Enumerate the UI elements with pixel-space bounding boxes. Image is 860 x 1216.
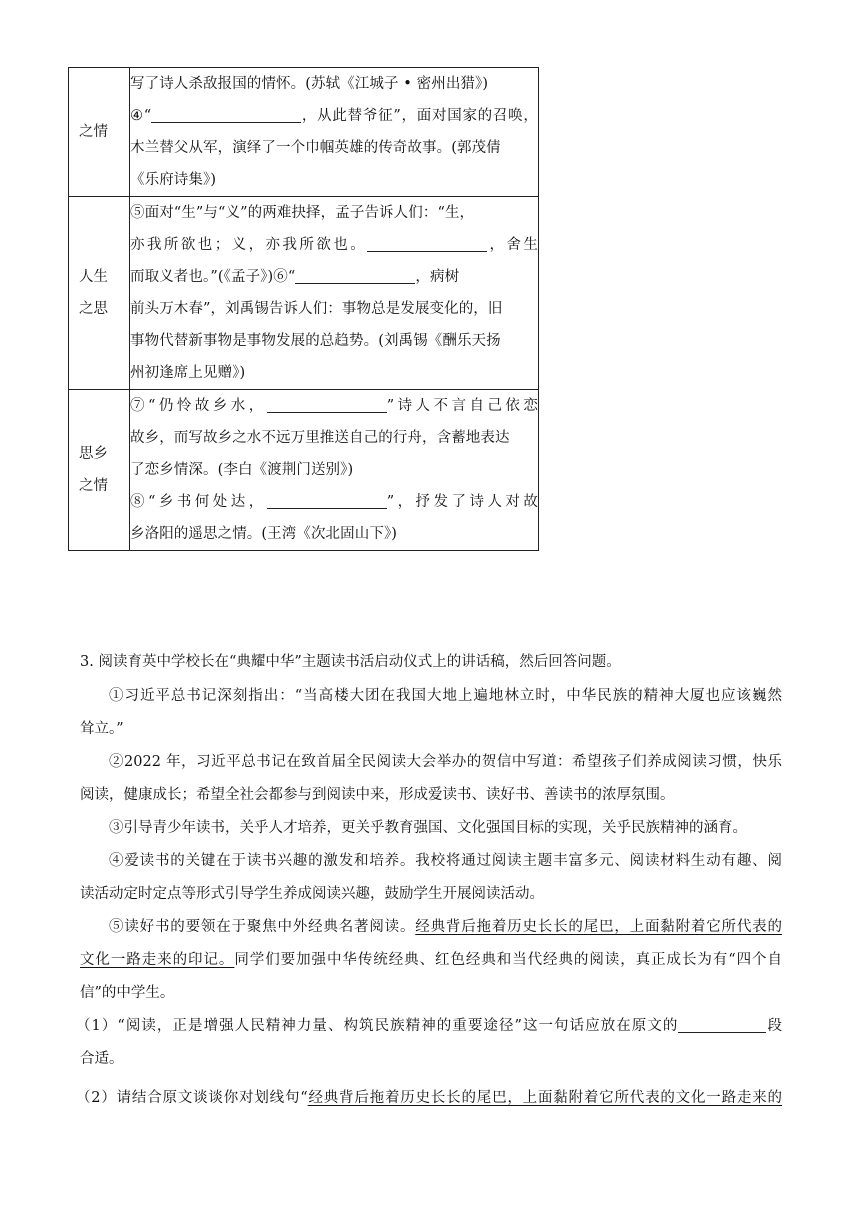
text-line: 《乐府诗集》) — [130, 172, 217, 188]
paragraph-2: ②2022 年，习近平总书记在致首届全民阅读大会举办的贺信中写道：希望孩子们养成阅读习惯，快乐 阅读，健康成长；希望全社会都参与到阅读中来，形成爱读书、读好书、善读书的浓厚氛围。 — [80, 754, 782, 803]
text-line: 事物代替新事物是事物发展的总趋势。(刘禹锡《酬乐天扬 — [130, 333, 501, 349]
paragraph-3: ③引导青少年读书，关乎人才培养，更关乎教育强国、文化强国目标的实现，关乎民族精神的涵育。 — [109, 820, 747, 836]
fill-blank[interactable] — [267, 395, 387, 413]
text-line: 木兰替父从军，演绎了一个巾帼英雄的传奇故事。(郭茂倩 — [130, 140, 501, 156]
text-line: ⑦“仍怜故乡水， ”诗人不言自己依恋 — [130, 390, 538, 422]
category-label: 思乡 — [79, 446, 108, 462]
text-line: 而取义者也。”(《孟子》)⑥“ ，病树 — [130, 261, 538, 293]
text-line: 州初逢席上见赠》) — [130, 365, 246, 381]
text-line: ④“ ，从此替爷征”，面对国家的召唤， — [130, 100, 538, 132]
sub-question-1: （1）“阅读，正是增强人民精神力量、构筑民族精神的重要途径”这一句话应放在原文的 段 合适。 — [76, 1018, 782, 1067]
fill-blank[interactable] — [267, 491, 387, 509]
sub-question-2: （2）请结合原文谈谈你对划线句“经典背后拖着历史长长的尾巴，上面黏附着它所代表的文化一路走来的 — [76, 1090, 782, 1106]
category-label: 之思 — [79, 301, 108, 317]
category-cell — [69, 390, 130, 551]
answer-blank[interactable] — [678, 1016, 766, 1033]
text-line: 了恋乡情深。(李白《渡荆门送别》) — [130, 462, 354, 478]
content-cell — [130, 390, 539, 551]
fill-blank[interactable] — [295, 266, 415, 284]
text-line: 乡洛阳的遥思之情。(王湾《次北固山下》) — [130, 526, 398, 542]
text-line: 亦我所欲也；义，亦我所欲也。 ，舍生 — [130, 229, 538, 261]
text-line: ⑧“乡书何处达， ”，抒发了诗人对故 — [130, 486, 538, 518]
table-row — [69, 68, 539, 197]
text-line: 故乡，而写故乡之水不远万里推送自己的行舟，含蓄地表达 — [130, 430, 510, 446]
text-line: 写了诗人杀敌报国的情怀。(苏轼《江城子 • 密州出猎》) — [130, 76, 489, 92]
text-line: 前头万木春”，刘禹锡告诉人们：事物总是发展变化的，旧 — [130, 301, 503, 317]
paragraph-1: ①习近平总书记深刻指出：“当高楼大团在我国大地上遍地林立时，中华民族的精神大厦也应该巍然 耸立。” — [80, 688, 782, 737]
table-row — [69, 197, 539, 390]
category-label: 之情 — [79, 124, 108, 140]
underlined-sentence: 经典背后拖着历史长长的尾巴，上面黏附着它所代表的 — [415, 919, 783, 935]
paragraph-5: ⑤读好书的要领在于聚焦中外经典名著阅读。经典背后拖着历史长长的尾巴，上面黏附着它所代表的 文化一路走来的印记。同学们要加强中华传统经典、红色经典和当代经典的阅读，真正成长为有“四个自 信”的中学生。 — [80, 919, 783, 1001]
category-label: 人生 — [79, 269, 108, 285]
paragraph-4: ④爱读书的关键在于读书兴趣的激发和培养。我校将通过阅读主题丰富多元、阅读材料生动有趣、阅 读活动定时定点等形式引导学生养成阅读兴趣，鼓励学生开展阅读活动。 — [80, 853, 782, 902]
question-heading: 3. 阅读育英中学校长在“典耀中华”主题读书活启动仪式上的讲话稿，然后回答问题。 — [80, 654, 621, 670]
text-line: ⑤面对“生”与“义”的两难抉择，孟子告诉人们：“生， — [130, 205, 475, 221]
content-cell — [130, 197, 539, 390]
category-cell — [69, 197, 130, 390]
table-row — [69, 390, 539, 551]
fill-blank[interactable] — [151, 105, 301, 123]
poetry-table — [68, 67, 539, 551]
underlined-sentence: 文化一路走来的印记。 — [80, 952, 235, 968]
category-label: 之情 — [79, 478, 108, 494]
fill-blank[interactable] — [367, 234, 487, 252]
underlined-sentence: 经典背后拖着历史长长的尾巴，上面黏附着它所代表的文化一路走来的 — [307, 1090, 782, 1106]
category-cell — [69, 68, 130, 197]
content-cell — [130, 68, 539, 197]
